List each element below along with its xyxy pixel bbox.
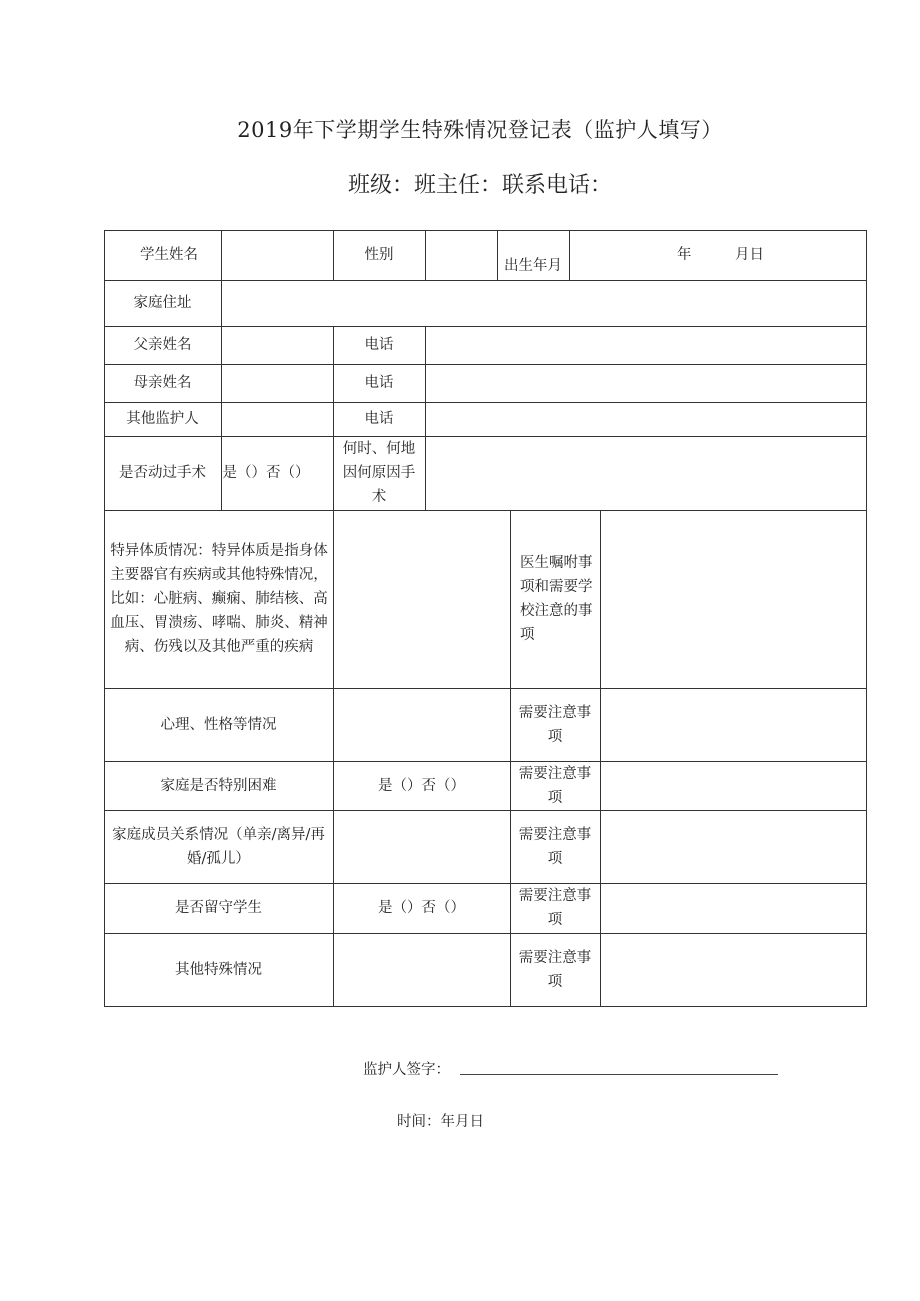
other-special-field[interactable] <box>333 933 510 1006</box>
page-title: 2019年下学期学生特殊情况登记表（监护人填写） <box>237 118 723 142</box>
mother-phone-field[interactable] <box>425 364 866 402</box>
surgery-detail-field[interactable] <box>425 436 866 510</box>
student-name-field[interactable] <box>221 230 333 280</box>
other-guardian-phone-label: 电话 <box>364 411 394 427</box>
family-difficulty-label: 家庭是否特别困难 <box>160 777 277 794</box>
family-relation-label: 家庭成员关系情况（单亲/离异/再婚/孤儿） <box>112 826 325 867</box>
family-relation-attention-field[interactable] <box>600 810 866 883</box>
other-guardian-label: 其他监护人 <box>126 411 199 427</box>
father-name-label: 父亲姓名 <box>133 337 192 353</box>
gender-field[interactable] <box>425 230 497 280</box>
psych-attention-label: 需要注意事项 <box>518 704 592 745</box>
father-phone-label: 电话 <box>364 337 394 353</box>
surgery-label: 是否动过手术 <box>119 465 206 481</box>
home-address-label: 家庭住址 <box>133 295 192 311</box>
left-behind-attention-label: 需要注意事项 <box>518 888 592 928</box>
birth-date-label: 出生年月 <box>504 258 562 274</box>
surgery-detail-label: 何时、何地因何原因手术 <box>342 441 416 505</box>
other-guardian-field[interactable] <box>221 402 333 436</box>
family-relation-field[interactable] <box>333 810 510 883</box>
gender-label: 性别 <box>364 247 394 263</box>
special-constitution-label: 特异体质情况：特异体质是指身体主要器官有疾病或其他特殊情况，比如：心脏病、癫痫、肺结核、高血压、胃溃疡、哮喘、肺炎、精神病、伤残以及其他严重的疾病 <box>110 543 328 655</box>
doctor-advice-field[interactable] <box>600 510 866 688</box>
home-address-field[interactable] <box>221 280 866 326</box>
page-subtitle: 班级：班主任：联系电话： <box>347 173 612 198</box>
mother-phone-label: 电话 <box>364 375 394 391</box>
left-behind-label: 是否留守学生 <box>175 900 262 916</box>
other-special-label: 其他特殊情况 <box>175 961 262 978</box>
birth-date-field[interactable]: 年 月日 <box>677 247 764 263</box>
other-special-attention-field[interactable] <box>600 933 866 1006</box>
father-name-field[interactable] <box>221 326 333 364</box>
doctor-advice-label: 医生嘱咐事项和需要学校注意的事项 <box>520 555 593 643</box>
other-special-attention-label: 需要注意事项 <box>518 949 592 990</box>
special-constitution-field[interactable] <box>333 510 510 688</box>
guardian-signature-label: 监护人签字： <box>363 1062 450 1078</box>
family-difficulty-attention-label: 需要注意事项 <box>518 765 592 806</box>
psych-label: 心理、性格等情况 <box>160 716 277 733</box>
mother-name-field[interactable] <box>221 364 333 402</box>
psych-field[interactable] <box>333 688 510 761</box>
family-difficulty-attention-field[interactable] <box>600 761 866 810</box>
other-guardian-phone-field[interactable] <box>425 402 866 436</box>
sign-date-label: 时间：年月日 <box>397 1114 484 1130</box>
student-name-label: 学生姓名 <box>140 247 198 263</box>
guardian-signature-line[interactable] <box>460 1074 778 1075</box>
left-behind-attention-field[interactable] <box>600 883 866 933</box>
surgery-yes-no[interactable]: 是（）否（） <box>222 465 310 481</box>
father-phone-field[interactable] <box>425 326 866 364</box>
mother-name-label: 母亲姓名 <box>133 375 192 391</box>
family-difficulty-yes-no[interactable]: 是（）否（） <box>378 777 465 794</box>
psych-attention-field[interactable] <box>600 688 866 761</box>
left-behind-yes-no[interactable]: 是（）否（） <box>378 900 465 916</box>
family-relation-attention-label: 需要注意事项 <box>518 826 592 867</box>
